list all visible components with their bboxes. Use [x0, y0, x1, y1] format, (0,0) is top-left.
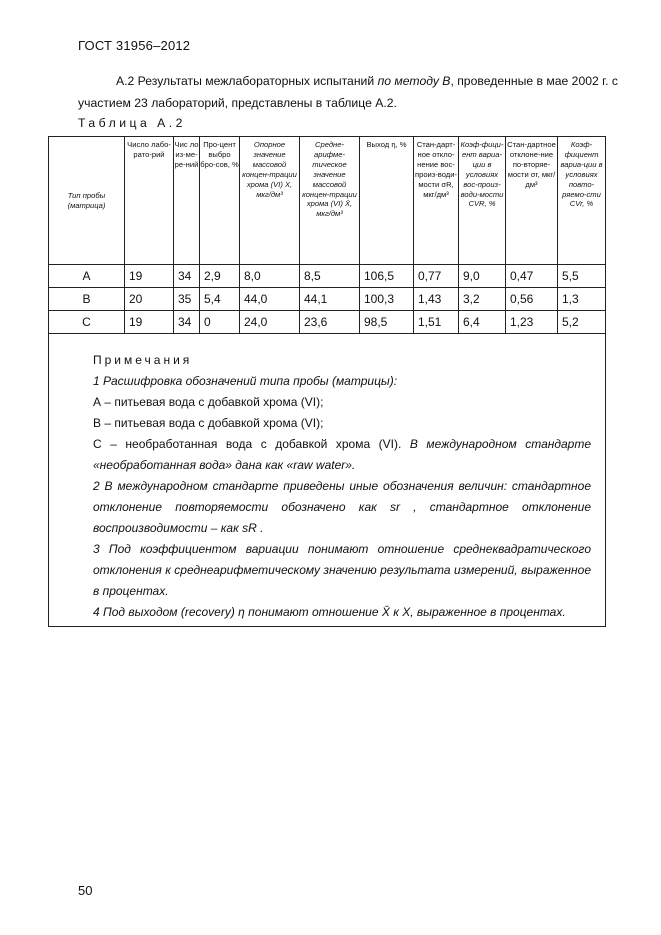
table-row — [49, 265, 606, 288]
col-header-reference: Опорное значение массовой концен-трации хрома (VI) X, мкг/дм³ — [240, 137, 300, 265]
col-header-sd-repeatability: Стан-дартное отклоне-ние по-вторяе-мости σr, мкг/дм³ — [506, 137, 558, 265]
table-cell: 6,4 — [459, 311, 506, 334]
table-cell: 20 — [125, 288, 174, 311]
table-cell: А — [49, 265, 125, 288]
table-cell: С — [49, 311, 125, 334]
table-caption: Таблица А.2 — [78, 116, 186, 130]
intro-method: по методу В — [377, 74, 451, 88]
col-header-labs: Число лабо-рато-рий — [125, 137, 174, 265]
table-cell: 0,47 — [506, 265, 558, 288]
table-cell: 1,51 — [414, 311, 459, 334]
table-cell: 0,56 — [506, 288, 558, 311]
intro-suffix: , проведенные в мае 2002 г. с участием 23 лабораторий, представлены в таблице А.2. — [78, 74, 618, 110]
col-header-sd-reproducibility: Стан-дарт-ное откло-нение вос-произ-води-мости σR, мкг/дм³ — [414, 137, 459, 265]
col-header-recovery: Выход η, % — [360, 137, 414, 265]
table-cell: 24,0 — [240, 311, 300, 334]
table-cell: 98,5 — [360, 311, 414, 334]
col-header-cv-repeatability: Коэф-фициент вариа-ции в условиях повто-ряемо-сти CVr, % — [558, 137, 606, 265]
table-cell: 0,77 — [414, 265, 459, 288]
table-row — [49, 288, 606, 311]
table-cell: 34 — [174, 265, 200, 288]
note-a: А – питьевая вода с добавкой хрома (VI); — [93, 395, 324, 409]
notes-block — [49, 334, 605, 623]
table-cell: 19 — [125, 265, 174, 288]
table-cell: 23,6 — [300, 311, 360, 334]
note-4: 4 Под выходом (recovery) η понимают отношение X̄ к X, выраженное в процентах. — [93, 605, 566, 619]
table-cell: 5,5 — [558, 265, 606, 288]
table-cell: 8,5 — [300, 265, 360, 288]
note-2: 2 В международном стандарте приведены иные обозначения величин: стандартное отклонение повторяемости обозначено как sr , стандартное отклонение воспроизводимости – как sR . — [93, 479, 591, 535]
notes-cell — [49, 334, 606, 627]
col-header-measurements: Чис ло из-ме-ре-ний — [174, 137, 200, 265]
table-cell: 1,3 — [558, 288, 606, 311]
table-cell: 35 — [174, 288, 200, 311]
table-cell: 5,4 — [200, 288, 240, 311]
col-header-cv-reproducibility: Коэф-фици-ент вариа-ции в условиях вос-произ-води-мости CVR, % — [459, 137, 506, 265]
table-header-row — [49, 137, 606, 265]
note-b: В – питьевая вода с добавкой хрома (VI); — [93, 416, 324, 430]
col-header-sample-type: Тип пробы (матрица) — [49, 137, 125, 265]
note-1: 1 Расшифровка обозначений типа пробы (матрицы): — [93, 374, 398, 388]
table-cell: 1,43 — [414, 288, 459, 311]
table-cell: 19 — [125, 311, 174, 334]
intro-prefix: А.2 Результаты межлабораторных испытаний — [116, 74, 378, 88]
page-number: 50 — [78, 883, 93, 898]
table-cell: 5,2 — [558, 311, 606, 334]
document-header: ГОСТ 31956–2012 — [78, 38, 191, 53]
notes-title: Примечания — [93, 353, 193, 367]
table-cell: 44,1 — [300, 288, 360, 311]
table-cell: 1,23 — [506, 311, 558, 334]
notes-row — [49, 334, 606, 627]
col-header-outliers: Про-цент выбро бро-сов, % — [200, 137, 240, 265]
table-cell: 44,0 — [240, 288, 300, 311]
table-cell: 106,5 — [360, 265, 414, 288]
table-cell: 2,9 — [200, 265, 240, 288]
table-cell: 0 — [200, 311, 240, 334]
results-table — [48, 136, 606, 627]
table-cell: 34 — [174, 311, 200, 334]
table-cell: В — [49, 288, 125, 311]
table-cell: 9,0 — [459, 265, 506, 288]
note-c: С – необработанная вода с добавкой хрома (VI). В международном стандарте «необработанная вода» дана как «raw water». — [93, 437, 591, 472]
table-row — [49, 311, 606, 334]
intro-paragraph — [78, 70, 618, 114]
table-cell: 3,2 — [459, 288, 506, 311]
table-cell: 100,3 — [360, 288, 414, 311]
table-cell: 8,0 — [240, 265, 300, 288]
col-header-mean: Средне-арифме-тическое значение массовой концен-трации хрома (VI) X̄, мкг/дм³ — [300, 137, 360, 265]
note-3: 3 Под коэффициентом вариации понимают отношение среднеквадратического отклонения к среднеарифметическому значению результата измерений, выраженное в процентах. — [93, 542, 591, 598]
